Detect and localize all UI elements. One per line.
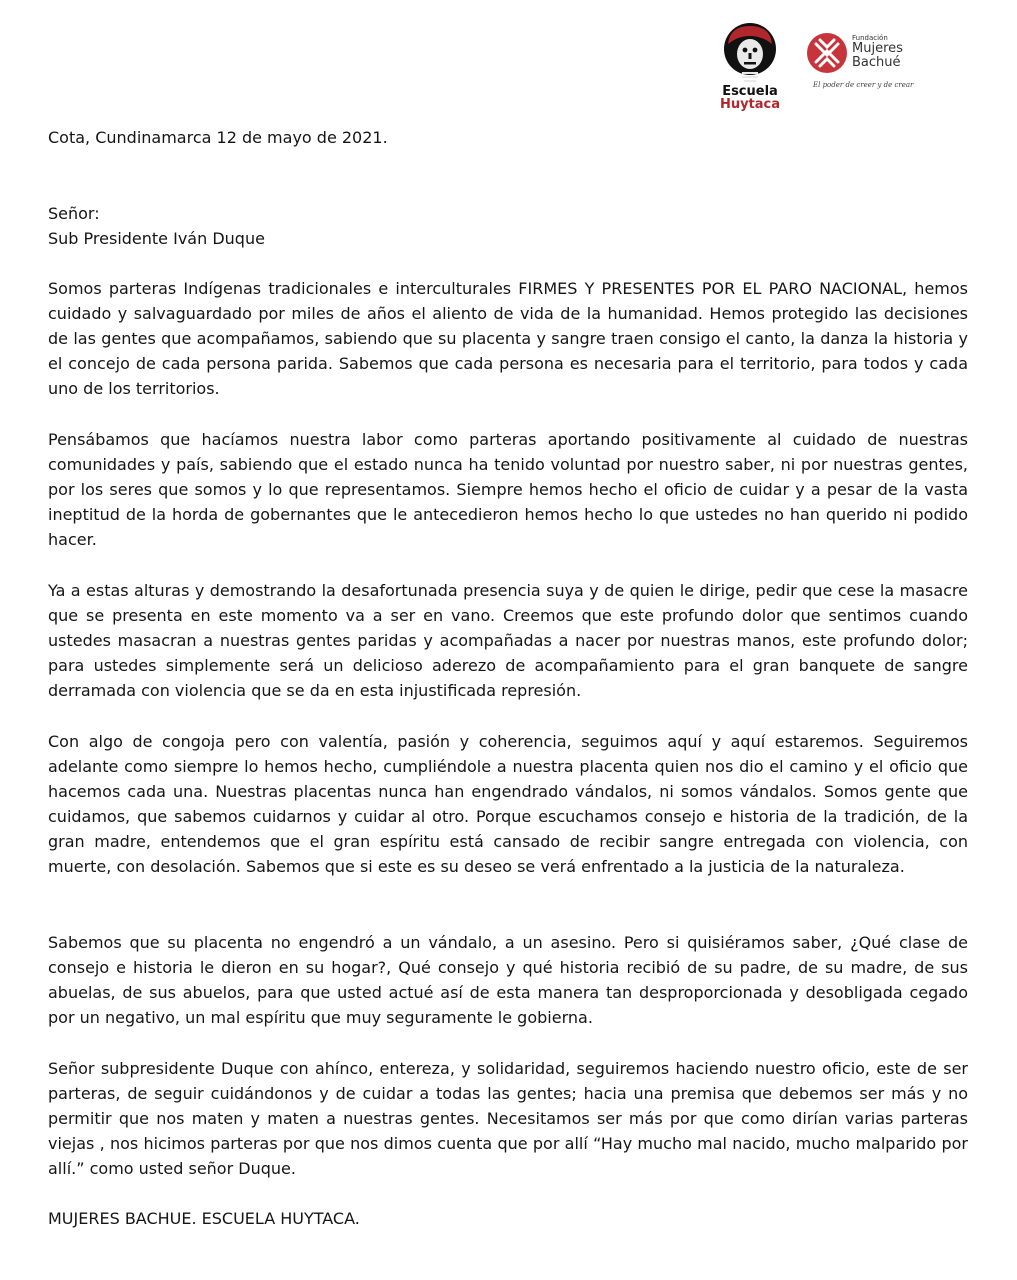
paragraph-6: Señor subpresidente Duque con ahínco, entereza, y solidaridad, seguiremos haciendo nuestro oficio, este de ser parteras, de seguir cuidándonos y de cuidar a todas las gentes; hacia una premisa que debemos ser más y no permitir que nos maten y maten a nuestras gentes. Necesitamos ser más por que como dirían varias parteras viejas , nos hicimos parteras por que nos dimos cuenta que por allí “Hay mucho mal nacido, mucho malparido por allí.” como usted señor Duque. [48, 1059, 968, 1179]
paragraph-1: Somos parteras Indígenas tradicionales e interculturales FIRMES Y PRESENTES POR EL PARO NACIONAL, hemos cuidado y salvaguardado por miles de años el aliento de vida de la humanidad. Hemos protegido las decisiones de las gentes que acompañamos, sabiendo que su placenta y sangre traen consigo el canto, la danza la historia y el concejo de cada persona parida. Sabemos que cada persona es necesaria para el territorio, para todos y cada uno de los territorios. [48, 279, 968, 399]
bachue-logo-fundacion: Fundación [852, 34, 888, 42]
salutation-line1: Señor: [48, 204, 100, 223]
bachue-emblem-icon [806, 32, 848, 74]
bachue-logo-name [852, 42, 903, 70]
signature: MUJERES BACHUE. ESCUELA HUYTACA. [48, 1209, 360, 1228]
salutation-line2: Sub Presidente Iván Duque [48, 229, 265, 248]
huytaca-face-icon [722, 22, 778, 84]
bachue-logo-name1: Mujeres [852, 41, 903, 56]
paragraph-2: Pensábamos que hacíamos nuestra labor como parteras aportando positivamente al cuidado de nuestras comunidades y país, sabiendo que el estado nunca ha tenido voluntad por nuestro saber, ni por nuestras gentes, por los seres que somos y lo que representamos. Siempre hemos hecho el oficio de cuidar y a pesar de la vasta ineptitud de la horda de gobernantes que le antecedieron hemos hecho lo que ustedes no han querido ni podido hacer. [48, 430, 968, 550]
bachue-logo-name2: Bachué [852, 55, 901, 70]
bachue-logo-tagline: El poder de creer y de crear [813, 81, 914, 89]
paragraph-3: Ya a estas alturas y demostrando la desafortunada presencia suya y de quien le dirige, pedir que cese la masacre que se presenta en este momento va a ser en vano. Creemos que este profundo dolor que sentimos cuando ustedes masacran a nuestras gentes paridas y acompañadas a nacer por nuestras manos, este profundo dolor; para ustedes simplemente será un delicioso aderezo de acompañamiento para el gran banquete de sangre derramada con violencia que se da en esta injustificada represión. [48, 581, 968, 701]
place-date: Cota, Cundinamarca 12 de mayo de 2021. [48, 128, 388, 147]
paragraph-4: Con algo de congoja pero con valentía, pasión y coherencia, seguimos aquí y aquí estaremos. Seguiremos adelante como siempre lo hemos hecho, cumpliéndole a nuestra placenta quien nos dio el camino y el oficio que hacemos cada una. Nuestras placentas nunca han engendrado vándalos, ni somos vándalos. Somos gente que cuidamos, que sabemos cuidarnos y cuidar al otro. Porque escuchamos consejo e historia de la tradición, de la gran madre, entendemos que el gran espíritu está cansado de recibir sangre entregada con violencia, con muerte, con desolación. Sabemos que si este es su deseo se verá enfrentado a la justicia de la naturaleza. [48, 732, 968, 877]
escuela-huytaca-logo [712, 22, 788, 114]
huytaca-logo-line2: Huytaca [719, 97, 781, 112]
huytaca-logo-line1: Escuela [722, 84, 778, 99]
paragraph-5: Sabemos que su placenta no engendró a un vándalo, a un asesino. Pero si quisiéramos saber, ¿Qué clase de consejo e historia le dieron en su hogar?, Qué consejo y qué historia recibió de su padre, de su madre, de sus abuelas, de sus abuelos, para que usted actué así de esta manera tan desproporcionada y desobligada cegado por un negativo, un mal espíritu que muy seguramente le gobierna. [48, 933, 968, 1028]
fundacion-mujeres-bachue-logo [802, 28, 917, 96]
